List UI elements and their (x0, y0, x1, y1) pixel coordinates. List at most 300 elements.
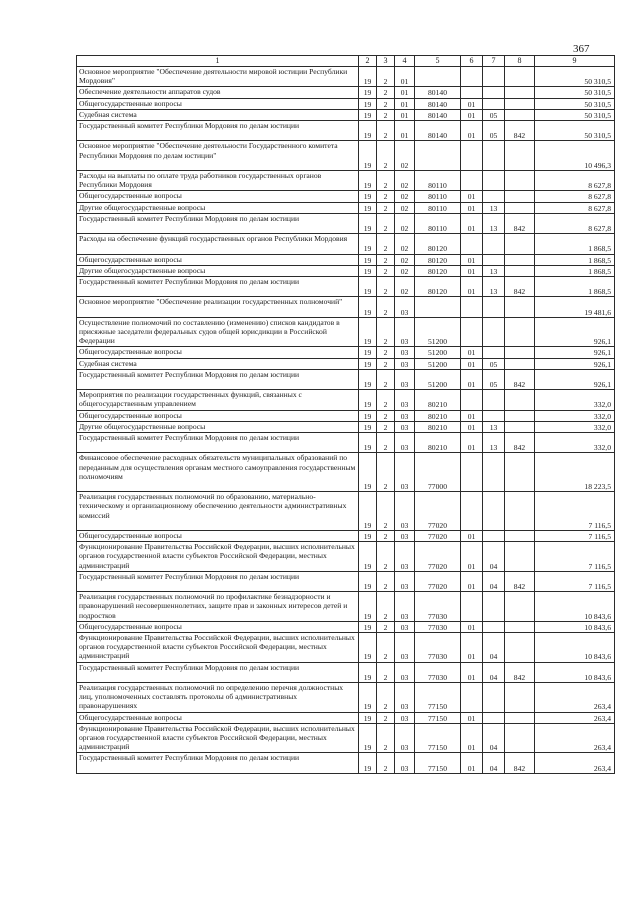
row-name: Функционирование Правительства Российской Федерации, высших исполнительных органов государственной власти субъектов Российской Федерации, местных администраций (77, 633, 359, 663)
row-amount: 10 843,6 (535, 592, 615, 622)
code-col-3: 2 (377, 171, 395, 191)
code-col-8 (505, 390, 535, 410)
code-col-6: 01 (461, 421, 483, 432)
code-col-2: 19 (359, 317, 377, 347)
code-col-3: 2 (377, 297, 395, 317)
row-name: Государственный комитет Республики Мордовия по делам юстиции (77, 121, 359, 141)
code-col-3: 2 (377, 633, 395, 663)
code-col-2: 19 (359, 171, 377, 191)
code-col-5: 80140 (415, 87, 461, 98)
table-row (77, 433, 615, 453)
row-name: Государственный комитет Республики Мордовия по делам юстиции (77, 571, 359, 591)
code-col-4: 02 (395, 191, 415, 202)
column-header: 9 (535, 56, 615, 67)
code-col-4: 03 (395, 723, 415, 753)
code-col-7: 04 (483, 542, 505, 572)
code-col-8 (505, 87, 535, 98)
row-name: Общегосударственные вопросы (77, 191, 359, 202)
code-col-8 (505, 633, 535, 663)
code-col-7: 13 (483, 202, 505, 213)
column-header: 7 (483, 56, 505, 67)
code-col-8 (505, 410, 535, 421)
code-col-6 (461, 297, 483, 317)
code-col-4: 03 (395, 633, 415, 663)
code-col-2: 19 (359, 109, 377, 120)
row-name: Финансовое обеспечение расходных обязательств муниципальных образований по переданным для осуществления органам местного самоуправления государственным полномочиям (77, 453, 359, 492)
code-col-3: 2 (377, 753, 395, 773)
table-row (77, 141, 615, 171)
code-col-8: 842 (505, 433, 535, 453)
row-amount: 18 223,5 (535, 453, 615, 492)
row-amount: 8 627,8 (535, 191, 615, 202)
code-col-3: 2 (377, 121, 395, 141)
table-row (77, 633, 615, 663)
code-col-4: 03 (395, 753, 415, 773)
table-row (77, 277, 615, 297)
code-col-7: 04 (483, 662, 505, 682)
code-col-8 (505, 98, 535, 109)
code-col-5: 80110 (415, 191, 461, 202)
code-col-2: 19 (359, 753, 377, 773)
table-row (77, 712, 615, 723)
row-name: Мероприятия по реализации государственных функций, связанных с общегосударственным управлением (77, 390, 359, 410)
row-amount: 50 310,5 (535, 98, 615, 109)
code-col-2: 19 (359, 87, 377, 98)
table-row (77, 171, 615, 191)
code-col-2: 19 (359, 571, 377, 591)
code-col-2: 19 (359, 683, 377, 713)
code-col-6: 01 (461, 347, 483, 358)
code-col-7 (483, 171, 505, 191)
code-col-5: 80110 (415, 202, 461, 213)
table-row (77, 530, 615, 541)
code-col-8 (505, 683, 535, 713)
code-col-2: 19 (359, 433, 377, 453)
row-amount: 332,0 (535, 390, 615, 410)
code-col-8 (505, 542, 535, 572)
row-name: Общегосударственные вопросы (77, 254, 359, 265)
row-name: Функционирование Правительства Российской Федерации, высших исполнительных органов государственной власти субъектов Российской Федерации, местных администраций (77, 542, 359, 572)
code-col-8 (505, 202, 535, 213)
code-col-5: 51200 (415, 317, 461, 347)
code-col-3: 2 (377, 98, 395, 109)
code-col-5: 80210 (415, 433, 461, 453)
code-col-7 (483, 453, 505, 492)
code-col-2: 19 (359, 277, 377, 297)
code-col-3: 2 (377, 453, 395, 492)
code-col-7 (483, 683, 505, 713)
table-row (77, 347, 615, 358)
code-col-5: 80120 (415, 277, 461, 297)
code-col-7: 05 (483, 121, 505, 141)
code-col-7 (483, 317, 505, 347)
code-col-3: 2 (377, 109, 395, 120)
code-col-8: 842 (505, 121, 535, 141)
code-col-5: 77020 (415, 542, 461, 572)
code-col-7 (483, 592, 505, 622)
row-name: Основное мероприятие "Обеспечение деятельности мировой юстиции Республики Мордовия" (77, 67, 359, 87)
code-col-5: 77150 (415, 723, 461, 753)
column-header: 1 (77, 56, 359, 67)
code-col-4: 03 (395, 683, 415, 713)
code-col-2: 19 (359, 347, 377, 358)
code-col-8 (505, 171, 535, 191)
table-row (77, 254, 615, 265)
row-amount: 332,0 (535, 410, 615, 421)
code-col-6: 01 (461, 571, 483, 591)
row-name: Другие общегосударственные вопросы (77, 202, 359, 213)
code-col-2: 19 (359, 723, 377, 753)
code-col-4: 01 (395, 67, 415, 87)
row-name: Функционирование Правительства Российской Федерации, высших исполнительных органов государственной власти субъектов Российской Федерации, местных администраций (77, 723, 359, 753)
code-col-6: 01 (461, 530, 483, 541)
row-amount: 50 310,5 (535, 87, 615, 98)
code-col-2: 19 (359, 542, 377, 572)
row-name: Государственный комитет Республики Мордовия по делам юстиции (77, 213, 359, 233)
code-col-4: 03 (395, 297, 415, 317)
row-amount: 19 481,6 (535, 297, 615, 317)
code-col-4: 03 (395, 369, 415, 389)
code-col-4: 01 (395, 121, 415, 141)
row-name: Государственный комитет Республики Мордовия по делам юстиции (77, 433, 359, 453)
code-col-7: 13 (483, 277, 505, 297)
code-col-5: 77000 (415, 453, 461, 492)
code-col-3: 2 (377, 358, 395, 369)
row-amount: 1 868,5 (535, 277, 615, 297)
code-col-8 (505, 109, 535, 120)
row-name: Государственный комитет Республики Мордовия по делам юстиции (77, 662, 359, 682)
row-amount: 10 496,3 (535, 141, 615, 171)
row-amount: 7 116,5 (535, 492, 615, 531)
code-col-4: 03 (395, 347, 415, 358)
row-name: Общегосударственные вопросы (77, 98, 359, 109)
code-col-6: 01 (461, 202, 483, 213)
code-col-5: 77030 (415, 621, 461, 632)
code-col-4: 02 (395, 265, 415, 276)
code-col-5: 77020 (415, 571, 461, 591)
table-row (77, 234, 615, 254)
table-row (77, 358, 615, 369)
row-name: Другие общегосударственные вопросы (77, 421, 359, 432)
code-col-8 (505, 421, 535, 432)
code-col-4: 02 (395, 213, 415, 233)
code-col-4: 03 (395, 492, 415, 531)
code-col-5: 77030 (415, 662, 461, 682)
code-col-4: 01 (395, 109, 415, 120)
code-col-5 (415, 141, 461, 171)
column-header: 3 (377, 56, 395, 67)
code-col-3: 2 (377, 571, 395, 591)
code-col-3: 2 (377, 347, 395, 358)
code-col-3: 2 (377, 683, 395, 713)
code-col-6: 01 (461, 712, 483, 723)
row-amount: 263,4 (535, 712, 615, 723)
table-row (77, 109, 615, 120)
row-amount: 7 116,5 (535, 530, 615, 541)
code-col-4: 03 (395, 530, 415, 541)
code-col-5: 80140 (415, 121, 461, 141)
code-col-2: 19 (359, 390, 377, 410)
code-col-7: 04 (483, 723, 505, 753)
code-col-5: 77020 (415, 530, 461, 541)
code-col-6: 01 (461, 191, 483, 202)
code-col-2: 19 (359, 492, 377, 531)
code-col-5: 80210 (415, 390, 461, 410)
row-amount: 263,4 (535, 723, 615, 753)
code-col-5: 77030 (415, 633, 461, 663)
code-col-3: 2 (377, 254, 395, 265)
row-name: Судебная система (77, 109, 359, 120)
row-amount: 10 843,6 (535, 633, 615, 663)
code-col-6 (461, 683, 483, 713)
code-col-7 (483, 712, 505, 723)
code-col-5: 77150 (415, 712, 461, 723)
code-col-3: 2 (377, 662, 395, 682)
code-col-8 (505, 317, 535, 347)
code-col-3: 2 (377, 390, 395, 410)
code-col-6: 01 (461, 277, 483, 297)
code-col-7: 13 (483, 421, 505, 432)
code-col-6 (461, 234, 483, 254)
table-row (77, 542, 615, 572)
code-col-2: 19 (359, 358, 377, 369)
code-col-5: 77150 (415, 753, 461, 773)
budget-table (76, 55, 615, 774)
code-col-4: 03 (395, 571, 415, 591)
table-row (77, 421, 615, 432)
table-row (77, 317, 615, 347)
table-row (77, 453, 615, 492)
code-col-8 (505, 723, 535, 753)
code-col-8 (505, 492, 535, 531)
code-col-6 (461, 171, 483, 191)
code-col-6: 01 (461, 109, 483, 120)
code-col-5: 80120 (415, 254, 461, 265)
code-col-2: 19 (359, 621, 377, 632)
column-header: 8 (505, 56, 535, 67)
code-col-2: 19 (359, 421, 377, 432)
code-col-4: 03 (395, 433, 415, 453)
code-col-8 (505, 592, 535, 622)
table-header-row (77, 56, 615, 67)
code-col-2: 19 (359, 662, 377, 682)
row-name: Осуществление полномочий по составлению (изменению) списков кандидатов в присяжные заседатели федеральных судов общей юрисдикции в Российской Федерации (77, 317, 359, 347)
table-row (77, 723, 615, 753)
code-col-2: 19 (359, 369, 377, 389)
code-col-6 (461, 141, 483, 171)
code-col-2: 19 (359, 297, 377, 317)
row-name: Основное мероприятие "Обеспечение реализации государственных полномочий" (77, 297, 359, 317)
column-header: 4 (395, 56, 415, 67)
code-col-3: 2 (377, 592, 395, 622)
row-amount: 50 310,5 (535, 67, 615, 87)
code-col-7: 05 (483, 109, 505, 120)
code-col-7 (483, 390, 505, 410)
table-row (77, 87, 615, 98)
code-col-6: 01 (461, 369, 483, 389)
table-row (77, 265, 615, 276)
row-name: Государственный комитет Республики Мордовия по делам юстиции (77, 753, 359, 773)
code-col-8: 842 (505, 571, 535, 591)
code-col-8 (505, 347, 535, 358)
code-col-6: 01 (461, 662, 483, 682)
row-amount: 263,4 (535, 753, 615, 773)
code-col-5: 77150 (415, 683, 461, 713)
table-row (77, 202, 615, 213)
code-col-4: 03 (395, 621, 415, 632)
code-col-6: 01 (461, 121, 483, 141)
code-col-3: 2 (377, 67, 395, 87)
code-col-4: 03 (395, 592, 415, 622)
code-col-6: 01 (461, 621, 483, 632)
code-col-4: 03 (395, 390, 415, 410)
code-col-8: 842 (505, 213, 535, 233)
code-col-3: 2 (377, 191, 395, 202)
code-col-4: 03 (395, 542, 415, 572)
row-name: Общегосударственные вопросы (77, 712, 359, 723)
code-col-8 (505, 254, 535, 265)
code-col-7: 05 (483, 369, 505, 389)
code-col-2: 19 (359, 98, 377, 109)
code-col-6 (461, 492, 483, 531)
row-amount: 926,1 (535, 317, 615, 347)
code-col-7: 04 (483, 571, 505, 591)
code-col-4: 02 (395, 254, 415, 265)
code-col-7 (483, 492, 505, 531)
code-col-5: 51200 (415, 358, 461, 369)
code-col-2: 19 (359, 254, 377, 265)
code-col-7 (483, 297, 505, 317)
code-col-8 (505, 265, 535, 276)
row-name: Расходы на выплаты по оплате труда работников государственных органов Республики Мордовия (77, 171, 359, 191)
code-col-7 (483, 621, 505, 632)
row-name: Реализация государственных полномочий по образованию, материально-техническому и организационному обеспечению деятельности административных комиссий (77, 492, 359, 531)
code-col-3: 2 (377, 87, 395, 98)
code-col-8 (505, 67, 535, 87)
table-row (77, 191, 615, 202)
code-col-7 (483, 347, 505, 358)
code-col-3: 2 (377, 723, 395, 753)
code-col-4: 01 (395, 98, 415, 109)
code-col-3: 2 (377, 530, 395, 541)
code-col-8: 842 (505, 277, 535, 297)
code-col-7: 04 (483, 753, 505, 773)
row-amount: 926,1 (535, 358, 615, 369)
code-col-3: 2 (377, 234, 395, 254)
code-col-4: 03 (395, 317, 415, 347)
code-col-3: 2 (377, 542, 395, 572)
table-row (77, 662, 615, 682)
table-row (77, 410, 615, 421)
code-col-6: 01 (461, 433, 483, 453)
row-name: Реализация государственных полномочий по профилактике безнадзорности и правонарушений несовершеннолетних, защите прав и законных интересов детей и подростков (77, 592, 359, 622)
code-col-6: 01 (461, 542, 483, 572)
row-name: Основное мероприятие "Обеспечение деятельности Государственного комитета Республики Мордовия по делам юстиции" (77, 141, 359, 171)
code-col-6: 01 (461, 633, 483, 663)
row-amount: 1 868,5 (535, 234, 615, 254)
code-col-6 (461, 390, 483, 410)
code-col-5: 51200 (415, 347, 461, 358)
code-col-8 (505, 191, 535, 202)
code-col-2: 19 (359, 213, 377, 233)
code-col-3: 2 (377, 202, 395, 213)
code-col-8: 842 (505, 753, 535, 773)
row-amount: 926,1 (535, 347, 615, 358)
code-col-4: 03 (395, 410, 415, 421)
code-col-4: 02 (395, 141, 415, 171)
row-amount: 50 310,5 (535, 109, 615, 120)
table-row (77, 621, 615, 632)
code-col-3: 2 (377, 410, 395, 421)
code-col-6 (461, 592, 483, 622)
row-amount: 7 116,5 (535, 542, 615, 572)
table-row (77, 683, 615, 713)
code-col-6: 01 (461, 723, 483, 753)
code-col-8 (505, 530, 535, 541)
code-col-6: 01 (461, 265, 483, 276)
code-col-5: 80210 (415, 410, 461, 421)
code-col-6 (461, 87, 483, 98)
code-col-8 (505, 358, 535, 369)
code-col-5: 80120 (415, 265, 461, 276)
code-col-7 (483, 98, 505, 109)
code-col-2: 19 (359, 141, 377, 171)
table-row (77, 121, 615, 141)
row-amount: 10 843,6 (535, 621, 615, 632)
code-col-3: 2 (377, 141, 395, 171)
code-col-2: 19 (359, 191, 377, 202)
code-col-7 (483, 87, 505, 98)
code-col-4: 02 (395, 234, 415, 254)
code-col-4: 03 (395, 712, 415, 723)
code-col-5: 80140 (415, 109, 461, 120)
table-row (77, 67, 615, 87)
code-col-6: 01 (461, 410, 483, 421)
row-amount: 926,1 (535, 369, 615, 389)
row-name: Расходы на обеспечение функций государственных органов Республики Мордовия (77, 234, 359, 254)
code-col-5 (415, 67, 461, 87)
row-name: Общегосударственные вопросы (77, 621, 359, 632)
code-col-8: 842 (505, 662, 535, 682)
code-col-4: 02 (395, 171, 415, 191)
table-row (77, 492, 615, 531)
row-name: Общегосударственные вопросы (77, 410, 359, 421)
code-col-7 (483, 234, 505, 254)
code-col-8 (505, 621, 535, 632)
code-col-7 (483, 191, 505, 202)
row-amount: 50 310,5 (535, 121, 615, 141)
code-col-3: 2 (377, 317, 395, 347)
row-name: Общегосударственные вопросы (77, 530, 359, 541)
code-col-8 (505, 141, 535, 171)
code-col-7 (483, 67, 505, 87)
column-header: 2 (359, 56, 377, 67)
code-col-5: 80110 (415, 213, 461, 233)
code-col-6 (461, 453, 483, 492)
code-col-5: 80140 (415, 98, 461, 109)
code-col-6: 01 (461, 254, 483, 265)
code-col-7 (483, 254, 505, 265)
row-amount: 8 627,8 (535, 171, 615, 191)
code-col-6: 01 (461, 358, 483, 369)
code-col-5: 80210 (415, 421, 461, 432)
code-col-7 (483, 410, 505, 421)
code-col-7: 13 (483, 213, 505, 233)
code-col-5: 77020 (415, 492, 461, 531)
row-name: Общегосударственные вопросы (77, 347, 359, 358)
row-name: Государственный комитет Республики Мордовия по делам юстиции (77, 369, 359, 389)
code-col-3: 2 (377, 433, 395, 453)
